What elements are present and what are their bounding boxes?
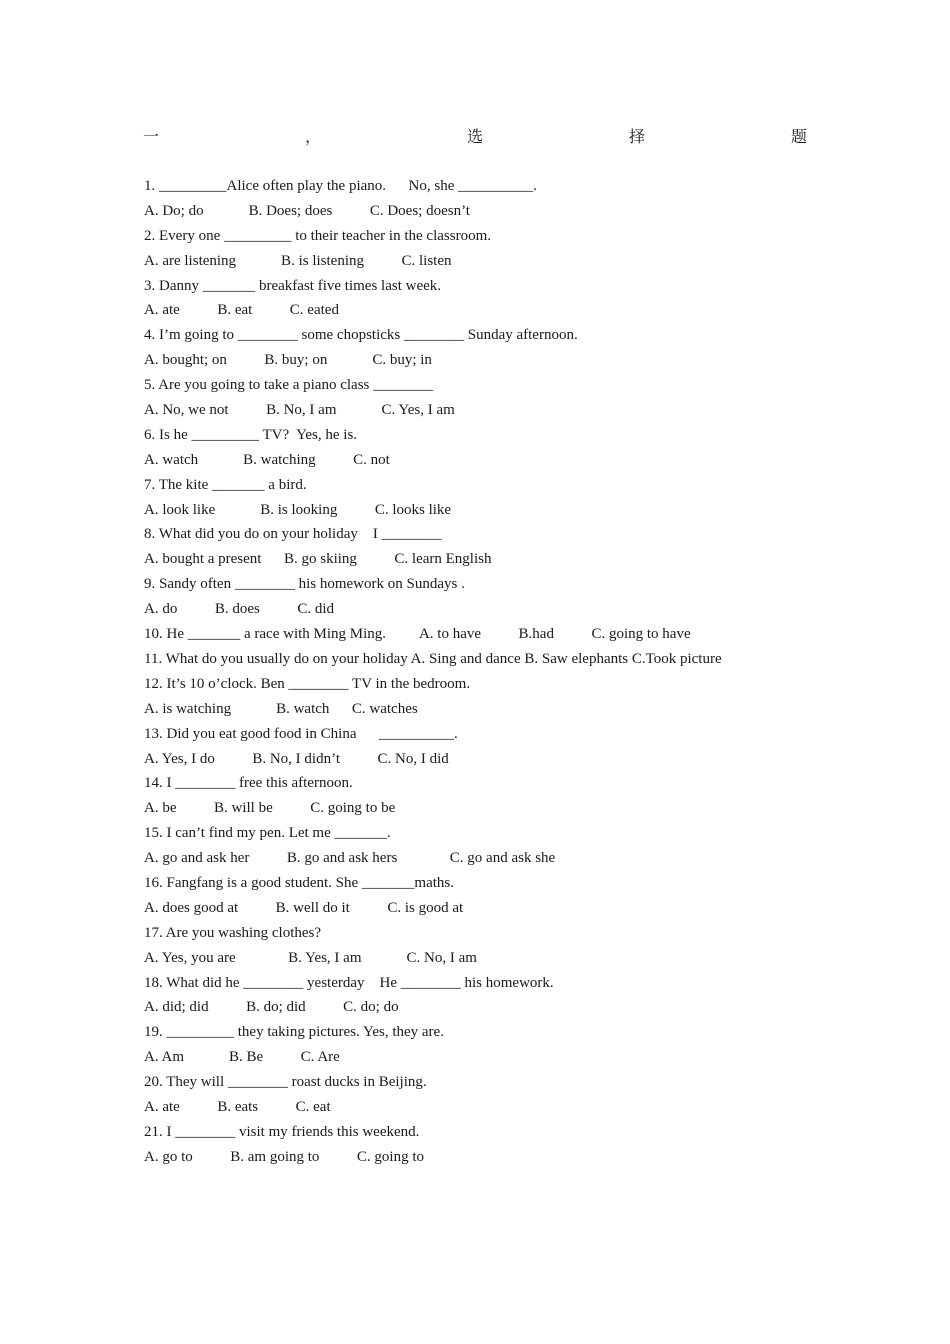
options-16: A. does good at B. well do it C. is good at bbox=[144, 899, 464, 916]
heading-char-2: ， bbox=[304, 129, 321, 146]
question-2: 2. Every one _________ to their teacher in the classroom. bbox=[144, 227, 491, 244]
options-19: A. Am B. Be C. Are bbox=[144, 1049, 340, 1066]
options-2: A. are listening B. is listening C. listen bbox=[144, 252, 452, 269]
options-9: A. do B. does C. did bbox=[144, 601, 335, 618]
question-12: 12. It’s 10 o’clock. Ben ________ TV in the bedroom. bbox=[144, 675, 471, 692]
heading-char-1: 一 bbox=[143, 129, 160, 146]
question-8: 8. What did you do on your holiday I ________ bbox=[144, 526, 442, 543]
question-13: 13. Did you eat good food in China __________. bbox=[144, 725, 458, 742]
options-1: A. Do; do B. Does; does C. Does; doesn’t bbox=[144, 202, 470, 219]
question-14: 14. I ________ free this afternoon. bbox=[144, 775, 353, 792]
question-1: 1. _________Alice often play the piano. No, she __________. bbox=[144, 178, 537, 194]
options-21: A. go to B. am going to C. going to bbox=[144, 1148, 425, 1165]
options-13: A. Yes, I do B. No, I didn’t C. No, I did bbox=[144, 750, 449, 767]
question-19: 19. _________ they taking pictures. Yes, they are. bbox=[144, 1024, 444, 1041]
question-21: 21. I ________ visit my friends this weekend. bbox=[144, 1123, 420, 1140]
heading-char-4: 择 bbox=[628, 129, 645, 146]
question-7: 7. The kite _______ a bird. bbox=[144, 476, 307, 493]
options-17: A. Yes, you are B. Yes, I am C. No, I am bbox=[144, 949, 477, 966]
question-11: 11. What do you usually do on your holiday A. Sing and dance B. Saw elephants C.Took picture bbox=[144, 650, 722, 667]
options-7: A. look like B. is looking C. looks like bbox=[144, 501, 452, 518]
options-18: A. did; did B. do; did C. do; do bbox=[144, 999, 399, 1016]
question-4: 4. I’m going to ________ some chopsticks ________ Sunday afternoon. bbox=[144, 327, 578, 344]
question-18: 18. What did he ________ yesterday He ________ his homework. bbox=[144, 974, 554, 991]
question-5: 5. Are you going to take a piano class ________ bbox=[144, 377, 434, 394]
question-17: 17. Are you washing clothes? bbox=[144, 924, 322, 941]
heading-char-5: 题 bbox=[790, 129, 807, 146]
question-16: 16. Fangfang is a good student. She _______maths. bbox=[144, 874, 454, 891]
question-15: 15. I can’t find my pen. Let me _______. bbox=[144, 825, 391, 842]
options-8: A. bought a present B. go skiing C. learn English bbox=[144, 551, 492, 568]
options-14: A. be B. will be C. going to be bbox=[144, 800, 396, 817]
question-list bbox=[144, 174, 810, 1170]
question-9: 9. Sandy often ________ his homework on Sundays . bbox=[144, 576, 465, 593]
options-4: A. bought; on B. buy; on C. buy; in bbox=[144, 352, 432, 369]
question-6: 6. Is he _________ TV? Yes, he is. bbox=[144, 426, 358, 443]
question-10: 10. He _______ a race with Ming Ming. A. to have B.had C. going to have bbox=[144, 626, 691, 643]
question-3: 3. Danny _______ breakfast five times last week. bbox=[144, 277, 442, 294]
heading-char-3: 选 bbox=[466, 129, 483, 146]
question-20: 20. They will ________ roast ducks in Beijing. bbox=[144, 1074, 427, 1091]
options-15: A. go and ask her B. go and ask hers C. go and ask she bbox=[144, 850, 556, 867]
options-20: A. ate B. eats C. eat bbox=[144, 1098, 331, 1115]
options-12: A. is watching B. watch C. watches bbox=[144, 700, 418, 717]
options-3: A. ate B. eat C. eated bbox=[144, 302, 339, 319]
section-heading bbox=[143, 124, 807, 148]
options-5: A. No, we not B. No, I am C. Yes, I am bbox=[144, 402, 455, 419]
options-6: A. watch B. watching C. not bbox=[144, 451, 390, 468]
